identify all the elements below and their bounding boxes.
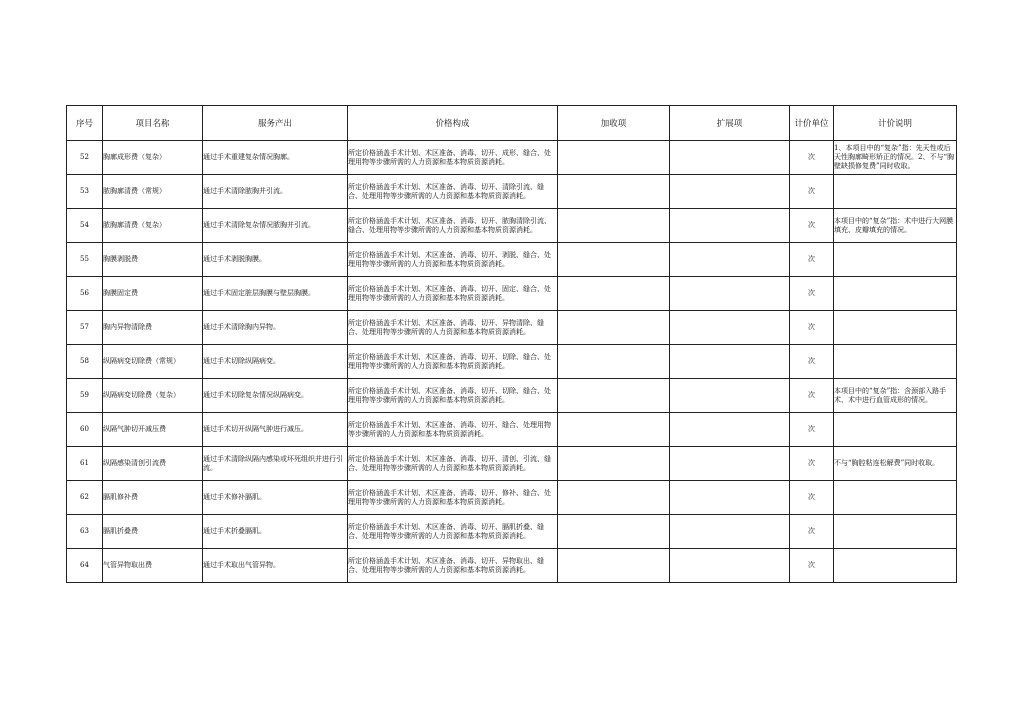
surcharge-item: [558, 311, 670, 345]
price-composition: 所定价格涵盖手术计划、术区准备、消毒、切开、清除引流、缝合、处理用物等步骤所需的人力资源和基本物质资源消耗。: [348, 175, 558, 209]
table-row: [67, 413, 957, 447]
surcharge-item: [558, 345, 670, 379]
table-row: [67, 379, 957, 413]
extension-item: [670, 209, 790, 243]
price-composition: 所定价格涵盖手术计划、术区准备、消毒、切开、异物清除、缝合、处理用物等步骤所需的人力资源和基本物质资源消耗。: [348, 311, 558, 345]
pricing-unit: 次: [790, 379, 834, 413]
pricing-unit: 次: [790, 243, 834, 277]
table-row: [67, 515, 957, 549]
row-number: 59: [67, 379, 103, 413]
item-name: 纵隔感染清创引流费: [103, 447, 203, 481]
item-name: 胸膜剥脱费: [103, 243, 203, 277]
pricing-unit: 次: [790, 345, 834, 379]
pricing-unit: 次: [790, 175, 834, 209]
price-composition: 所定价格涵盖手术计划、术区准备、消毒、切开、膈肌折叠、缝合、处理用物等步骤所需的人力资源和基本物质资源消耗。: [348, 515, 558, 549]
row-number: 57: [67, 311, 103, 345]
item-name: 脓胸廓清费（常规）: [103, 175, 203, 209]
price-composition: 所定价格涵盖手术计划、术区准备、消毒、切开、剥脱、缝合、处理用物等步骤所需的人力资源和基本物质资源消耗。: [348, 243, 558, 277]
row-number: 62: [67, 481, 103, 515]
header-name: 项目名称: [103, 106, 203, 141]
price-composition: 所定价格涵盖手术计划、术区准备、消毒、切开、成形、缝合、处理用物等步骤所需的人力资源和基本物质资源消耗。: [348, 141, 558, 175]
service-output: 通过手术取出气管异物。: [203, 549, 348, 583]
row-number: 61: [67, 447, 103, 481]
surcharge-item: [558, 413, 670, 447]
pricing-note: 1、本项目中的“复杂”指：先天性或后天性胸廓畸形矫正的情况。2、不与“胸壁缺损修复费”同时收取。: [834, 141, 957, 175]
pricing-note: [834, 413, 957, 447]
header-note: 计价说明: [834, 106, 957, 141]
pricing-unit: 次: [790, 209, 834, 243]
table-row: [67, 549, 957, 583]
pricing-note: [834, 311, 957, 345]
pricing-unit: 次: [790, 311, 834, 345]
pricing-note: 本项目中的“复杂”指：含颈部入路手术、术中进行血管成形的情况。: [834, 379, 957, 413]
surcharge-item: [558, 277, 670, 311]
item-name: 脓胸廓清费（复杂）: [103, 209, 203, 243]
row-number: 53: [67, 175, 103, 209]
extension-item: [670, 549, 790, 583]
row-number: 64: [67, 549, 103, 583]
service-output: 通过手术清除脓胸并引流。: [203, 175, 348, 209]
pricing-unit: 次: [790, 447, 834, 481]
surcharge-item: [558, 243, 670, 277]
row-number: 60: [67, 413, 103, 447]
item-name: 膈肌折叠费: [103, 515, 203, 549]
pricing-note: [834, 515, 957, 549]
pricing-note: [834, 175, 957, 209]
row-number: 52: [67, 141, 103, 175]
price-composition: 所定价格涵盖手术计划、术区准备、消毒、切开、切除、缝合、处理用物等步骤所需的人力资源和基本物质资源消耗。: [348, 379, 558, 413]
service-output: 通过手术剥脱胸膜。: [203, 243, 348, 277]
row-number: 58: [67, 345, 103, 379]
table-row: [67, 141, 957, 175]
header-no: 序号: [67, 106, 103, 141]
header-price: 价格构成: [348, 106, 558, 141]
extension-item: [670, 481, 790, 515]
item-name: 胸膜固定费: [103, 277, 203, 311]
price-composition: 所定价格涵盖手术计划、术区准备、消毒、切开、异物取出、缝合、处理用物等步骤所需的人力资源和基本物质资源消耗。: [348, 549, 558, 583]
pricing-unit: 次: [790, 413, 834, 447]
pricing-note: [834, 243, 957, 277]
pricing-unit: 次: [790, 141, 834, 175]
price-table: [66, 105, 957, 583]
pricing-note: [834, 481, 957, 515]
surcharge-item: [558, 447, 670, 481]
extension-item: [670, 447, 790, 481]
table-row: [67, 311, 957, 345]
surcharge-item: [558, 209, 670, 243]
header-ext: 扩展项: [670, 106, 790, 141]
item-name: 纵隔病变切除费（常规）: [103, 345, 203, 379]
surcharge-item: [558, 379, 670, 413]
item-name: 纵隔气肿切开减压费: [103, 413, 203, 447]
table-row: [67, 209, 957, 243]
row-number: 54: [67, 209, 103, 243]
service-output: 通过手术切除纵隔病变。: [203, 345, 348, 379]
service-output: 通过手术修补膈肌。: [203, 481, 348, 515]
extension-item: [670, 243, 790, 277]
table-row: [67, 243, 957, 277]
table-row: [67, 175, 957, 209]
service-output: 通过手术折叠膈肌。: [203, 515, 348, 549]
price-composition: 所定价格涵盖手术计划、术区准备、消毒、切开、脓胸清除引流、缝合、处理用物等步骤所需的人力资源和基本物质资源消耗。: [348, 209, 558, 243]
price-composition: 所定价格涵盖手术计划、术区准备、消毒、切开、修补、缝合、处理用物等步骤所需的人力资源和基本物质资源消耗。: [348, 481, 558, 515]
extension-item: [670, 311, 790, 345]
pricing-note: [834, 277, 957, 311]
price-composition: 所定价格涵盖手术计划、术区准备、消毒、切开、清创、引流、缝合、处理用物等步骤所需的人力资源和基本物质资源消耗。: [348, 447, 558, 481]
header-extra: 加收项: [558, 106, 670, 141]
pricing-unit: 次: [790, 277, 834, 311]
surcharge-item: [558, 549, 670, 583]
extension-item: [670, 379, 790, 413]
price-composition: 所定价格涵盖手术计划、术区准备、消毒、切开、固定、缝合、处理用物等步骤所需的人力资源和基本物质资源消耗。: [348, 277, 558, 311]
service-output: 通过手术清除纵隔内感染或坏死组织并进行引流。: [203, 447, 348, 481]
row-number: 63: [67, 515, 103, 549]
item-name: 纵隔病变切除费（复杂）: [103, 379, 203, 413]
pricing-note: [834, 345, 957, 379]
extension-item: [670, 175, 790, 209]
pricing-unit: 次: [790, 481, 834, 515]
item-name: 胸廓成形费（复杂）: [103, 141, 203, 175]
price-composition: 所定价格涵盖手术计划、术区准备、消毒、切开、缝合、处理用物等步骤所需的人力资源和基本物质资源消耗。: [348, 413, 558, 447]
item-name: 膈肌修补费: [103, 481, 203, 515]
extension-item: [670, 277, 790, 311]
pricing-unit: 次: [790, 515, 834, 549]
service-output: 通过手术重建复杂情况胸廓。: [203, 141, 348, 175]
pricing-note: [834, 549, 957, 583]
extension-item: [670, 141, 790, 175]
service-output: 通过手术切开纵隔气肿进行减压。: [203, 413, 348, 447]
table-row: [67, 481, 957, 515]
extension-item: [670, 345, 790, 379]
table-row: [67, 277, 957, 311]
surcharge-item: [558, 515, 670, 549]
pricing-note: 本项目中的“复杂”指：术中进行大网膜填充、皮瓣填充的情况。: [834, 209, 957, 243]
surcharge-item: [558, 141, 670, 175]
row-number: 55: [67, 243, 103, 277]
header-unit: 计价单位: [790, 106, 834, 141]
service-output: 通过手术固定脏层胸膜与壁层胸膜。: [203, 277, 348, 311]
table-row: [67, 345, 957, 379]
header-row: [67, 106, 957, 141]
item-name: 胸内异物清除费: [103, 311, 203, 345]
service-output: 通过手术切除复杂情况纵隔病变。: [203, 379, 348, 413]
service-output: 通过手术清除复杂情况脓胸并引流。: [203, 209, 348, 243]
extension-item: [670, 515, 790, 549]
price-composition: 所定价格涵盖手术计划、术区准备、消毒、切开、切除、缝合、处理用物等步骤所需的人力资源和基本物质资源消耗。: [348, 345, 558, 379]
service-output: 通过手术清除胸内异物。: [203, 311, 348, 345]
pricing-unit: 次: [790, 549, 834, 583]
pricing-note: 不与“胸腔粘连松解费”同时收取。: [834, 447, 957, 481]
surcharge-item: [558, 481, 670, 515]
extension-item: [670, 413, 790, 447]
item-name: 气管异物取出费: [103, 549, 203, 583]
header-output: 服务产出: [203, 106, 348, 141]
row-number: 56: [67, 277, 103, 311]
surcharge-item: [558, 175, 670, 209]
table-row: [67, 447, 957, 481]
